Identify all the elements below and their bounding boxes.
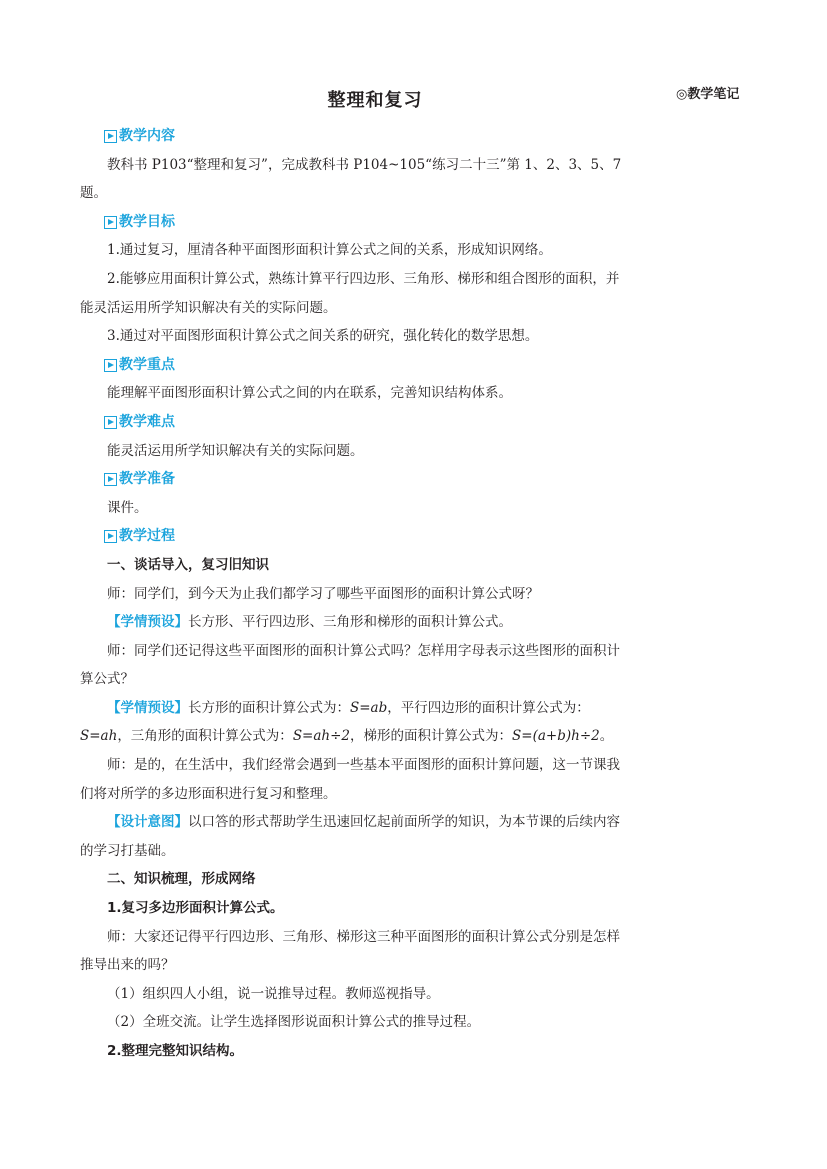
key-text: 能理解平面图形面积计算公式之间的内在联系，完善知识结构体系。: [107, 385, 512, 402]
subsection-title: 2.整理完整知识结构。: [107, 1043, 244, 1059]
paragraph: 师：同学们，到今天为止我们都学习了哪些平面图形的面积计算公式呀？: [107, 585, 539, 602]
paragraph: 师：是的，在生活中，我们经常会遇到一些基本平面图形的面积计算问题，这一节课我们将对所学的多边形面积进行复习和整理。: [80, 757, 620, 802]
section-heading-difficulty: 教学难点: [104, 408, 632, 437]
play-box-icon: [104, 530, 117, 543]
section-heading-process: 教学过程: [104, 522, 632, 551]
difficulty-text: 能灵活运用所学知识解决有关的实际问题。: [107, 442, 364, 459]
design-tag: 【设计意图】: [107, 814, 188, 831]
formula: S=ah÷2: [292, 728, 351, 745]
lesson-content: [80, 122, 632, 1066]
paragraph: （1）组织四人小组，说一说推导过程。教师巡视指导。: [107, 985, 440, 1002]
play-box-icon: [104, 130, 117, 143]
play-box-icon: [104, 473, 117, 486]
paragraph: （2）全班交流。让学生选择图形说面积计算公式的推导过程。: [107, 1014, 481, 1031]
paragraph: 【学情预设】长方形、平行四边形、三角形和梯形的面积计算公式。: [107, 614, 512, 631]
subsection-title: 1.复习多边形面积计算公式。: [107, 900, 284, 917]
goal-item: 1.通过复习，厘清各种平面图形面积计算公式之间的关系，形成知识网络。: [107, 242, 552, 259]
formula: S=ab: [350, 699, 388, 716]
part2-title: 二、知识梳理，形成网络: [107, 871, 256, 888]
part1-title: 一、谈话导入，复习旧知识: [107, 556, 269, 573]
goal-item: 2.能够应用面积计算公式，熟练计算平行四边形、三角形、梯形和组合图形的面积，并能灵活运用所学知识解决有关的实际问题。: [80, 270, 620, 316]
paragraph: 师：同学们还记得这些平面图形的面积计算公式吗？怎样用字母表示这些图形的面积计算公式？: [80, 642, 620, 688]
formula-paragraph: 【学情预设】长方形的面积计算公式为：S=ab，平行四边形的面积计算公式为：S=ah，三角形的面积计算公式为：S=ah÷2，梯形的面积计算公式为：S=(a+b)h÷2。: [80, 699, 614, 745]
preset-tag: 【学情预设】: [107, 699, 188, 716]
prep-text: 课件。: [107, 499, 148, 516]
play-box-icon: [104, 359, 117, 372]
teaching-notes-label: ◎教学笔记: [676, 87, 740, 102]
play-box-icon: [104, 216, 117, 229]
content-text: 教科书 P103“整理和复习”，完成教科书 P104~105“练习二十三”第 1、2、3、5、7 题。: [80, 156, 622, 202]
page-title: 整理和复习: [327, 90, 423, 111]
formula: S=ah: [80, 728, 118, 745]
paragraph: 师：大家还记得平行四边形、三角形、梯形这三种平面图形的面积计算公式分别是怎样推导出来的吗？: [80, 928, 620, 974]
section-heading-content: 教学内容: [104, 122, 632, 151]
section-heading-goals: 教学目标: [104, 208, 632, 237]
section-heading-key: 教学重点: [104, 351, 632, 380]
goal-item: 3.通过对平面图形面积计算公式之间关系的研究，强化转化的数学思想。: [107, 328, 539, 345]
paragraph: 【设计意图】以口答的形式帮助学生迅速回忆起前面所学的知识，为本节课的后续内容的学习打基础。: [80, 814, 620, 859]
formula: S=(a+b)h÷2: [512, 728, 600, 745]
section-heading-prep: 教学准备: [104, 465, 632, 494]
play-box-icon: [104, 416, 117, 429]
preset-tag: 【学情预设】: [107, 614, 188, 631]
